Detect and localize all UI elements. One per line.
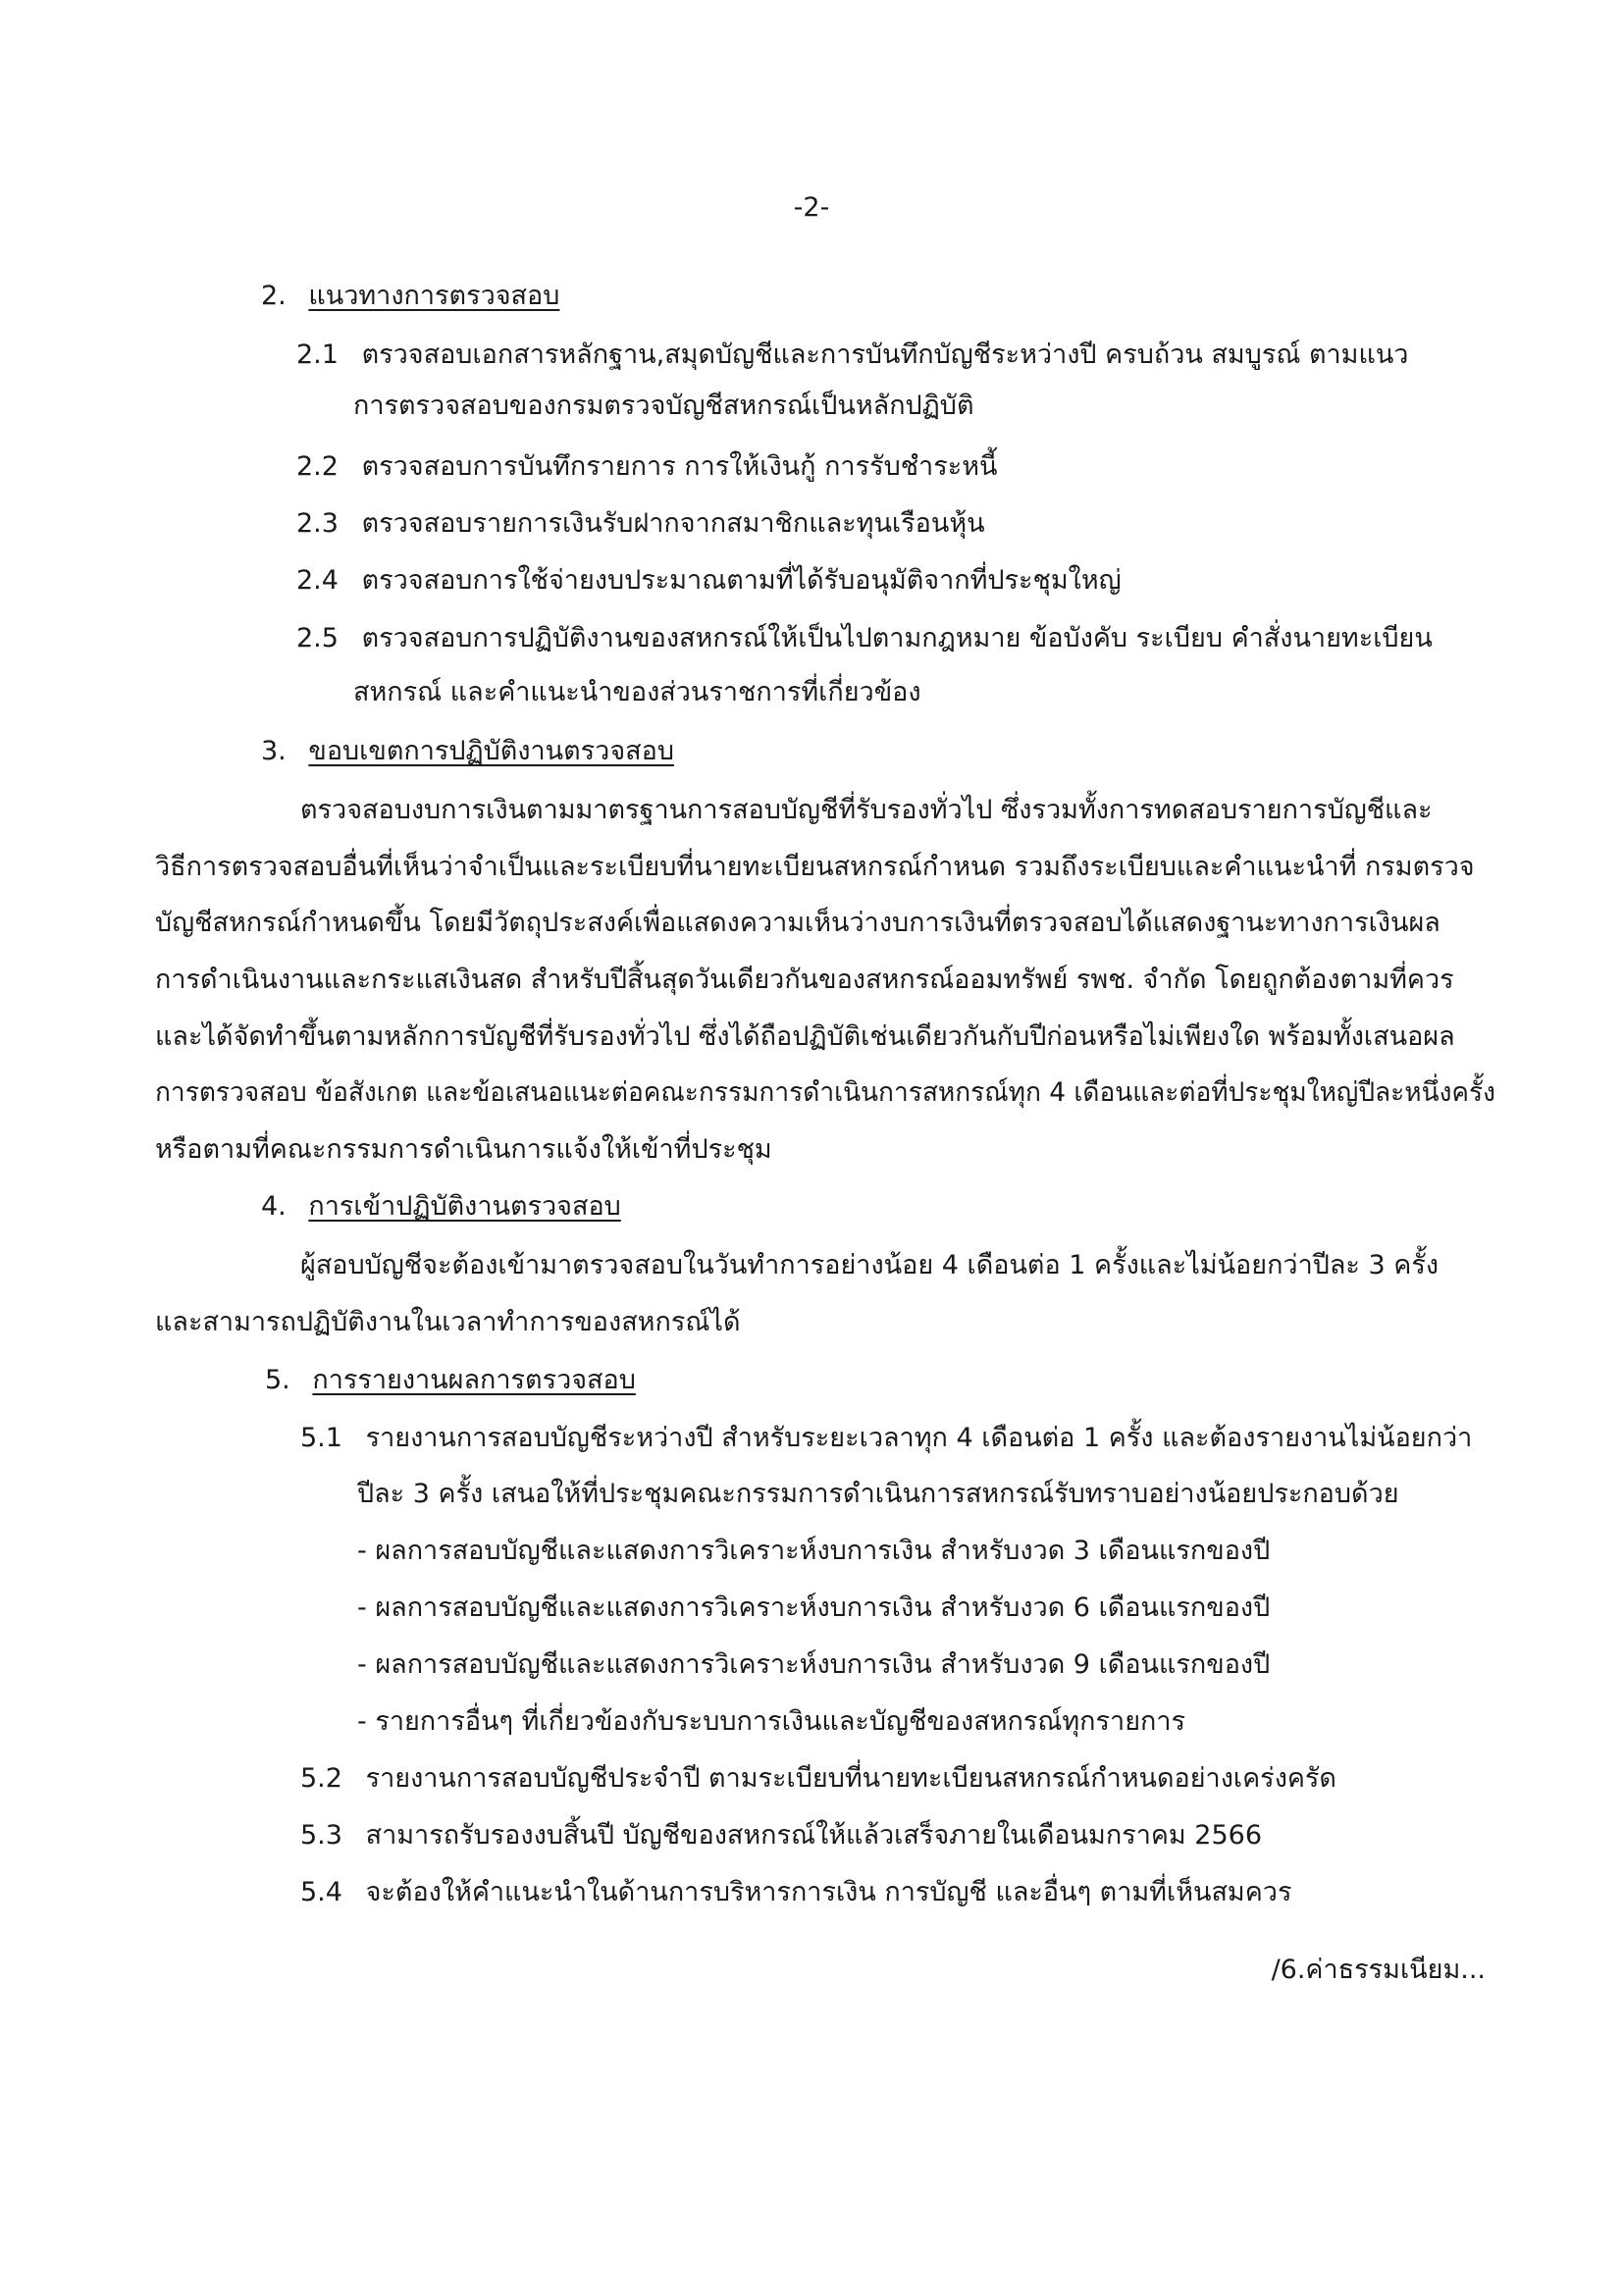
section-2-heading (261, 277, 559, 316)
section-4-para-line-2: และสามารถปฏิบัติงานในเวลาทำการของสหกรณ์ได้ (155, 1307, 741, 1337)
section-3-para-line-6: การตรวจสอบ ข้อสังเกต และข้อเสนอแนะต่อคณะกรรมการดำเนินการสหกรณ์ทุก 4 เดือนและต่อที่ประชุมใหญ่ปีละหนึ่งครั้ง (155, 1077, 1495, 1108)
section-title: ขอบเขตการปฏิบัติงานตรวจสอบ (308, 736, 674, 766)
section-title: การเข้าปฏิบัติงานตรวจสอบ (308, 1191, 621, 1222)
section-3-para-line-4: การดำเนินงานและกระแสเงินสด สำหรับปีสิ้นสุดวันเดียวกันของสหกรณ์ออมทรัพย์ รพช. จำกัด โดยถูกต้องตามที่ควร (155, 965, 1454, 995)
item-number: 2.4 (296, 565, 339, 596)
item-text: สามารถรับรองงบสิ้นปี บัญชีของสหกรณ์ให้แล้วเสร็จภายในเดือนมกราคม 2566 (365, 1820, 1263, 1851)
item-text: ตรวจสอบการปฏิบัติงานของสหกรณ์ให้เป็นไปตามกฎหมาย ข้อบังคับ ระเบียบ คำสั่งนายทะเบียน (361, 623, 1433, 653)
item-2-5-line-2: สหกรณ์ และคำแนะนำของส่วนราชการที่เกี่ยวข้อง (353, 677, 921, 707)
section-4-heading (261, 1187, 621, 1226)
item-number: 5.1 (300, 1423, 342, 1453)
section-number: 2. (261, 281, 287, 311)
item-number: 2.3 (296, 508, 339, 539)
item-text: จะต้องให้คำแนะนำในด้านการบริหารการเงิน การบัญชี และอื่นๆ ตามที่เห็นสมควร (365, 1877, 1292, 1907)
item-5-1-bullet-3: - ผลการสอบบัญชีและแสดงการวิเคราะห์งบการเงิน สำหรับงวด 9 เดือนแรกของปี (357, 1649, 1271, 1680)
section-5-heading (265, 1361, 636, 1400)
section-3-heading (261, 732, 674, 771)
item-5-3 (300, 1816, 1262, 1855)
item-text: รายงานการสอบบัญชีระหว่างปี สำหรับระยะเวลาทุก 4 เดือนต่อ 1 ครั้ง และต้องรายงานไม่น้อยกว่า (365, 1423, 1473, 1453)
item-5-1-bullet-4: - รายการอื่นๆ ที่เกี่ยวข้องกับระบบการเงินและบัญชีของสหกรณ์ทุกรายการ (357, 1706, 1186, 1737)
continuation-note: /6.ค่าธรรมเนียม... (1271, 1955, 1486, 1985)
section-3-para-line-7: หรือตามที่คณะกรรมการดำเนินการแจ้งให้เข้าที่ประชุม (155, 1134, 772, 1165)
item-number: 2.1 (296, 339, 339, 370)
item-text: ตรวจสอบรายการเงินรับฝากจากสมาชิกและทุนเรือนหุ้น (361, 508, 985, 539)
section-number: 4. (261, 1191, 287, 1222)
item-number: 5.3 (300, 1820, 342, 1851)
item-2-3 (296, 504, 985, 544)
item-2-2 (296, 447, 997, 487)
item-5-1-line-2: ปีละ 3 ครั้ง เสนอให้ที่ประชุมคณะกรรมการดำเนินการสหกรณ์รับทราบอย่างน้อยประกอบด้วย (357, 1479, 1399, 1509)
item-text: รายงานการสอบบัญชีประจำปี ตามระเบียบที่นายทะเบียนสหกรณ์กำหนดอย่างเคร่งครัด (365, 1763, 1336, 1794)
section-title: การรายงานผลการตรวจสอบ (312, 1365, 636, 1395)
section-3-para-line-3: บัญชีสหกรณ์กำหนดขึ้น โดยมีวัตถุประสงค์เพื่อแสดงความเห็นว่างบการเงินที่ตรวจสอบได้แสดงฐานะทางการเงินผล (155, 908, 1440, 938)
section-4-para-line-1: ผู้สอบบัญชีจะต้องเข้ามาตรวจสอบในวันทำการอย่างน้อย 4 เดือนต่อ 1 ครั้งและไม่น้อยกว่าปีละ 3 ครั้ง (300, 1250, 1440, 1280)
section-number: 5. (265, 1365, 290, 1395)
item-number: 2.5 (296, 623, 339, 653)
section-3-para-line-1: ตรวจสอบงบการเงินตามมาตรฐานการสอบบัญชีที่รับรองทั่วไป ซึ่งรวมทั้งการทดสอบรายการบัญชีและ (300, 795, 1433, 825)
item-text: ตรวจสอบการใช้จ่ายงบประมาณตามที่ได้รับอนุมัติจากที่ประชุมใหญ่ (361, 565, 1122, 596)
item-5-1-bullet-2: - ผลการสอบบัญชีและแสดงการวิเคราะห์งบการเงิน สำหรับงวด 6 เดือนแรกของปี (357, 1592, 1271, 1623)
item-5-1-line-1 (300, 1419, 1472, 1458)
section-number: 3. (261, 736, 287, 766)
item-number: 5.4 (300, 1877, 342, 1907)
item-2-1-line-2: การตรวจสอบของกรมตรวจบัญชีสหกรณ์เป็นหลักปฏิบัติ (353, 391, 974, 421)
item-5-4 (300, 1873, 1291, 1912)
item-number: 5.2 (300, 1763, 342, 1794)
section-3-para-line-5: และได้จัดทำขึ้นตามหลักการบัญชีที่รับรองทั่วไป ซึ่งได้ถือปฏิบัติเช่นเดียวกันกับปีก่อนหรือไม่เพียงใด พร้อมทั้งเสนอผล (155, 1021, 1455, 1052)
section-3-para-line-2: วิธีการตรวจสอบอื่นที่เห็นว่าจำเป็นและระเบียบที่นายทะเบียนสหกรณ์กำหนด รวมถึงระเบียบและคำแนะนำที่ กรมตรวจ (155, 852, 1475, 882)
item-2-1-line-1 (296, 336, 1408, 375)
item-2-4 (296, 561, 1122, 600)
item-2-5-line-1 (296, 619, 1433, 658)
page-number: -2- (793, 192, 830, 223)
item-number: 2.2 (296, 451, 339, 482)
item-5-1-bullet-1: - ผลการสอบบัญชีและแสดงการวิเคราะห์งบการเงิน สำหรับงวด 3 เดือนแรกของปี (357, 1536, 1271, 1566)
item-5-2 (300, 1759, 1336, 1799)
item-text: ตรวจสอบการบันทึกรายการ การให้เงินกู้ การรับชำระหนี้ (361, 451, 998, 482)
item-text: ตรวจสอบเอกสารหลักฐาน,สมุดบัญชีและการบันทึกบัญชีระหว่างปี ครบถ้วน สมบูรณ์ ตามแนว (361, 339, 1409, 370)
section-title: แนวทางการตรวจสอบ (308, 281, 560, 311)
